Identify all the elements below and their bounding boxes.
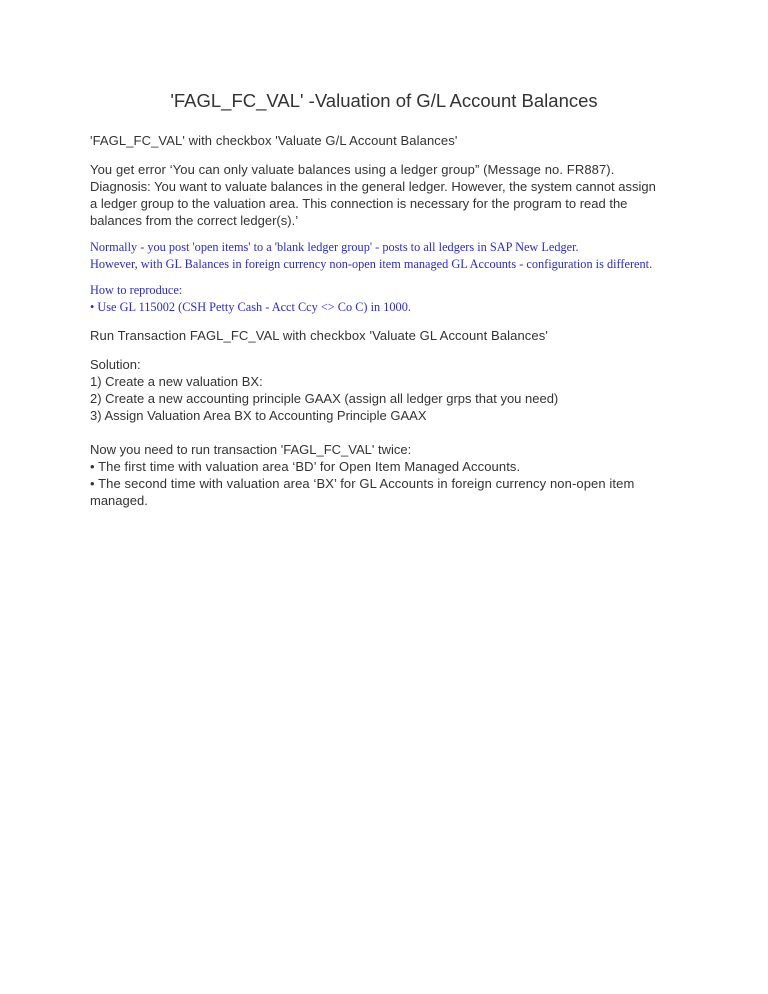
error-paragraph: [90, 161, 680, 229]
solution-step: 2) Create a new accounting principle GAAX (assign all ledger grps that you need): [90, 391, 559, 406]
document-body: [90, 132, 680, 509]
run-twice-section: [90, 441, 680, 509]
run-twice-item: • The second time with valuation area ‘BX’ for GL Accounts in foreign currency non-open item: [90, 476, 635, 491]
solution-section: [90, 356, 680, 424]
error-line: You get error ‘You can only valuate balances using a ledger group” (Message no. FR887).: [90, 162, 615, 177]
solution-heading: Solution:: [90, 357, 141, 372]
run-transaction-line: Run Transaction FAGL_FC_VAL with checkbox 'Valuate GL Account Balances': [90, 328, 548, 343]
normal-line: Normally - you post 'open items' to a 'blank ledger group' - posts to all ledgers in SAP New Ledger.: [90, 240, 579, 254]
intro-line: 'FAGL_FC_VAL' with checkbox 'Valuate G/L Account Balances': [90, 133, 458, 148]
solution-step: 1) Create a new valuation BX:: [90, 374, 263, 389]
run-twice-item: managed.: [90, 493, 148, 508]
run-twice-heading: Now you need to run transaction 'FAGL_FC_VAL' twice:: [90, 442, 412, 457]
reproduce-item: • Use GL 115002 (CSH Petty Cash - Acct Ccy <> Co C) in 1000.: [90, 299, 411, 314]
reproduce-heading: How to reproduce:: [90, 283, 183, 297]
document-title: 'FAGL_FC_VAL' -Valuation of G/L Account Balances: [170, 90, 598, 111]
solution-step: 3) Assign Valuation Area BX to Accounting Principle GAAX: [90, 408, 427, 423]
run-twice-item: • The first time with valuation area ‘BD’ for Open Item Managed Accounts.: [90, 459, 521, 474]
normal-paragraph: [90, 239, 680, 272]
error-line: Diagnosis: You want to valuate balances in the general ledger. However, the system cannot assign: [90, 179, 656, 194]
error-line: a ledger group to the valuation area. This connection is necessary for the program to read the: [90, 196, 628, 211]
reproduce-section: [90, 282, 680, 315]
normal-line: However, with GL Balances in foreign currency non-open item managed GL Accounts - configuration is different.: [90, 256, 653, 271]
error-line: balances from the correct ledger(s).’: [90, 213, 299, 228]
